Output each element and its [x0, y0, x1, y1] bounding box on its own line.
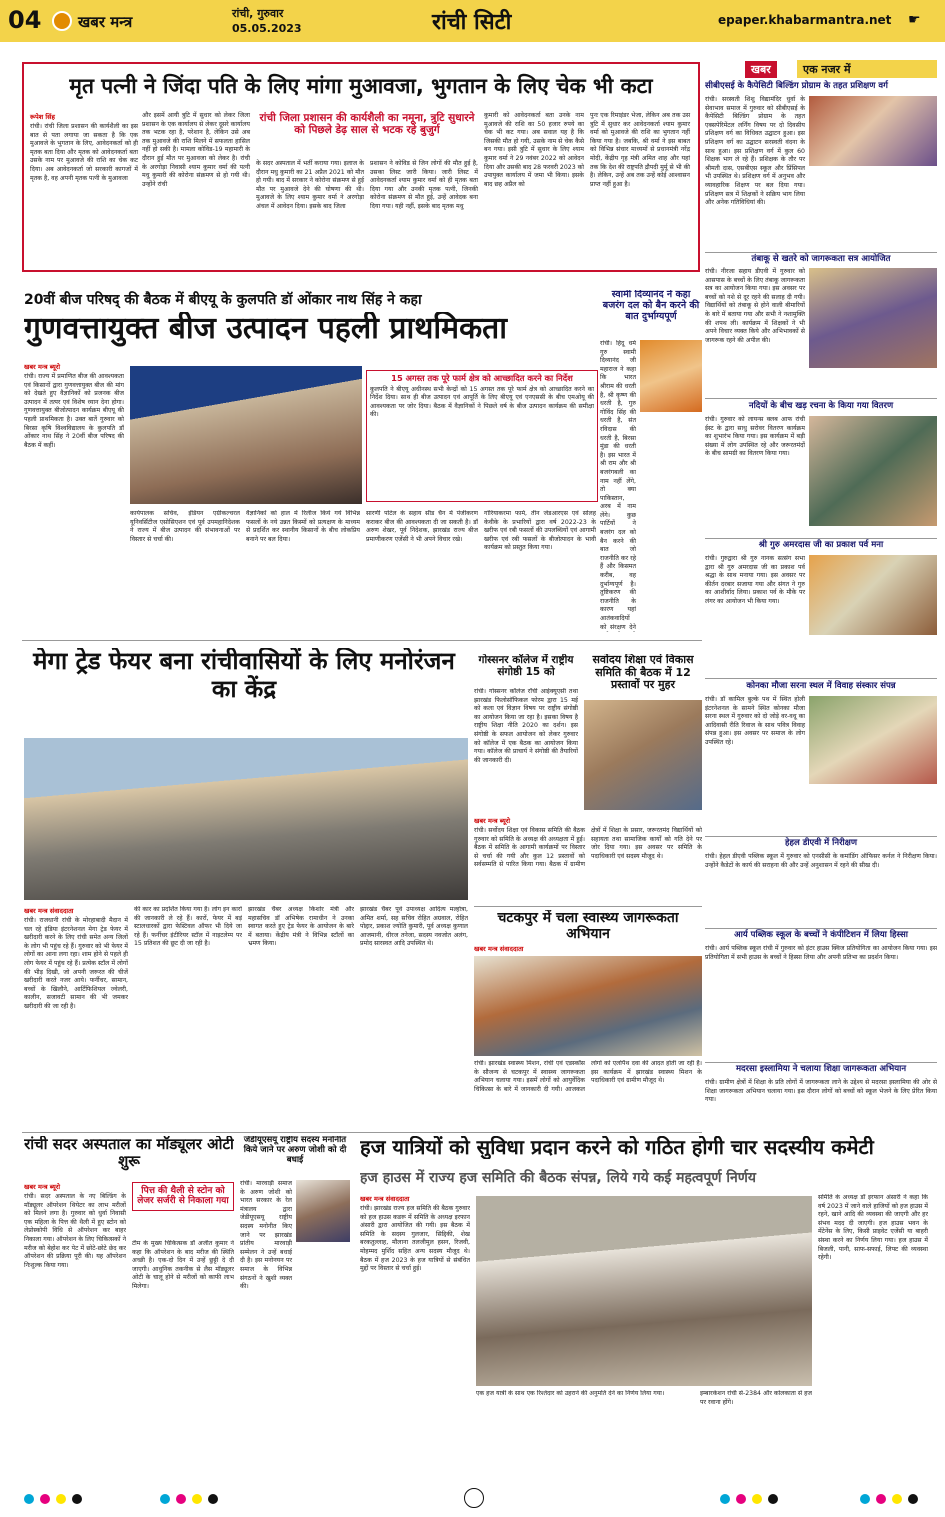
lead-col-2: और इसमें आयी त्रुटि में सुधार को लेकर जिला प्रशासन के एक कार्यालय से लेकर दूसरे कार्यालय तक भटक रहा है, परेशान है, लेकिन उसे अब तक मुआवजे की राशि मिलने में सफलता हासिल नहीं हो सकी है। मामला कोविड-19 महामारी के दौरान हुई मौत पर मुआवजा को लेकर है। रांची के अरगोड़ा निवासी श्याम कुमार वर्मा की पत्नी मधु कुमारी की कोरोना संक्रमण से हो गयी थी। उन्होंने रांची	[142, 112, 250, 188]
brand-name: खबर मन्त्र	[78, 13, 133, 31]
cursor-icon: ☛	[908, 12, 921, 28]
brand-logo-icon	[52, 11, 72, 31]
jdu-text: रांची। मारवाड़ी समाज के अरुण जोशी को भारत सरकार के रेल मंत्रालय द्वारा जेडीयूएसयू राष्ट्रीय सदस्य मनोनीत किए जाने पर झारखंड प्रांतीय मारवाड़ी सम्मेलन ने उन्हें बधाई दी है। इस मनोनयन पर समाज के विभिन्न संगठनों ने खुशी व्यक्त की।	[240, 1180, 292, 1291]
photo-training	[809, 96, 937, 166]
side-headline-6: हेहल डीएवी में निरीक्षण	[785, 838, 857, 848]
sarvodaya-text: रांची। सर्वोदय शिक्षा एवं विकास समिति की बैठक गुरुवार को समिति के अध्यक्ष की अध्यक्षता में हुई। बैठक में समिति के आगामी कार्यक्रमों पर विस्तार से चर्चा की गयी और कुल 12 प्रस्तावों को सर्वसम्मति से पारित किया गया। बैठक में ग्रामीण क्षेत्रों में शिक्षा के प्रसार, जरूरतमंद विद्यार्थियों को सहायता तथा सामाजिक कार्यों को गति देने पर जोर दिया गया। इस अवसर पर समिति के पदाधिकारी एवं सदस्य मौजूद थे।	[474, 827, 702, 869]
seed-byline: खबर मन्त्र ब्यूरो	[24, 363, 61, 371]
lead-byline: रूपेश सिंह	[30, 113, 55, 121]
ot-col-2: टीम के मुख्य चिकित्सक डॉ अजीत कुमार ने कहा कि ऑपरेशन के बाद मरीज की स्थिति अच्छी है। एक-दो दिन में उन्हें छुट्टी दे दी जाएगी। आधुनिक तकनीक से लैस मॉड्यूलर ओटी के चालू होने से मरीजों को काफी लाभ मिलेगा।	[132, 1240, 234, 1290]
seed-box	[366, 370, 598, 502]
side-text-6: रांची। हेहल डीएवी पब्लिक स्कूल में गुरुवार को एनसीसी के कमांडिंग ऑफिसर कर्नल ने निरीक्षण किया। उन्होंने कैडेटों के कार्य की सराहना की और उन्हें अनुशासन में रहने की सीख दी।	[705, 853, 937, 869]
sarvodaya-byline: खबर मन्त्र ब्यूरो	[474, 817, 511, 825]
sidebar-tag-2: एक नजर में	[797, 60, 937, 78]
gossner-headline: गोस्सनर कॉलेज में राष्ट्रीय संगोष्ठी 15 को	[478, 654, 574, 679]
chatakpur-headline: चटकपुर में चला स्वास्थ्य जागरूकता अभियान	[497, 910, 679, 943]
epaper-url[interactable]: epaper.khabarmantra.net	[718, 13, 892, 27]
seed-col-3: वैज्ञानिकों को हाल में रिलीज किये गये विभिन्न फसलों के नये उन्नत किस्मों को प्रत्यक्षण के माध्यम से प्रदर्शित कर स्थानीय किसानों के बीच लोकप्रिय बनाने पर बल दिया।	[246, 510, 360, 543]
haj-footnote: इम्बारकेशन रांची से-2384 और कोलकाता से हज पर रवाना होंगे।	[700, 1390, 812, 1406]
chatakpur-byline: खबर मन्त्र संवाददाता	[474, 945, 524, 953]
seed-col-4: सारणी पोर्टल के सहाय सीड चैन में पंजीकरण कराकर बीज की आवश्यकता दी जा सकती है। डॉ अरुण शेखर, पूर्व निदेशक, झारखंड राज्य बीज प्रमाणीकरण एजेंसी ने भी अपने विचार रखे।	[366, 510, 478, 543]
side-text-8: रांची। ग्रामीण क्षेत्रों में शिक्षा के प्रति लोगों में जागरूकता लाने के उद्देश्य से मदरसा इस्लामिया की ओर से शिक्षा जागरूकता अभियान चलाया गया। इस दौरान लोगों को बच्चों को स्कूल भेजने के लिए प्रेरित किया गया।	[705, 1079, 937, 1104]
fair-col-3: झारखंड चैंबर अध्यक्ष किशोर मंत्री और महासचिव डॉ अभिषेक रामाधीन ने उनका स्वागत करते हुए ट्रेड फेयर के आयोजन के बारे में बताया। केंद्रीय मंत्री ने विभिन्न स्टॉलों का भ्रमण किया।	[248, 906, 354, 948]
seed-kicker: 20वीं बीज परिषद् की बैठक में बीएयू के कुलपति डॉ ओंकार नाथ सिंह ने कहा	[24, 292, 422, 308]
side-text-1: रांची। सरस्वती शिशु विद्यामंदिर धुर्वा के सेवाभाव समाज में गुरुवार को सीबीएसई के कैपेसिटी बिल्डिंग प्रोग्राम के तहत एक्सपेरिमेंटल लर्निंग विषय पर दो दिवसीय प्रशिक्षण वर्ग का विधिवत उद्घाटन हुआ। इस प्रशिक्षण वर्ग का उद्घाटन सरस्वती वंदना के साथ हुआ। इस प्रशिक्षण वर्ग में कुल 60 शिक्षक भाग ले रहे हैं। प्रशिक्षक के तौर पर श्रीमती दास, एसबीएस स्कूल और प्रिंसिपल भी उपस्थित थे। प्रशिक्षण वर्ग में अनुभव और व्यावहारिक शिक्षण पर बल दिया गया। प्रशिक्षण सत्र में शिक्षकों ने सक्रिय भाग लिया और अनेक गतिविधियां की।	[705, 96, 805, 207]
ot-subhead: पित्त की थैली से स्टोन को लेजर सर्जरी से निकाला गया	[132, 1182, 234, 1211]
lead-col-4: प्रशासन ने कोविड से जिन लोगों की मौत हुई है, उसका लिस्ट जारी किया। जारी लिस्ट में आवेदनकर्ता श्याम कुमार वर्मा को ही मृतक बता दिया गया और उनकी मृतक पत्नी, जिनकी कोरोना संक्रमण से मौत हुई, उन्हें आवेदक बना दिया गया। यही नहीं, इसके बाद मृतक मधु	[370, 160, 478, 210]
side-text-2: रांची। नीरजा सहाय डीएवी में गुरुवार को आसपास के बच्चों के लिए तंबाकू जागरूकता सत्र का आयोजन किया गया। इस अवसर पर बच्चों को नशे से दूर रहने की सलाह दी गयी। विद्यार्थियों को तंबाकू से होने वाली बीमारियों के बारे में बताया गया और सभी ने नशामुक्ति की शपथ ली। कार्यक्रम में शिक्षकों ने भी अपने विचार व्यक्त किये और अभिभावकों से जागरूक रहने की अपील की।	[705, 268, 805, 344]
photo-marriage	[809, 696, 937, 784]
chatakpur-text: रांची। झारखंड स्वास्थ्य मिशन, रांची एवं एडस्कॉस के सौजन्य से चटकपुर में स्वास्थ्य जागरूकता अभियान चलाया गया। इसमें लोगों को आयुर्वेदिक चिकित्सा के बारे में जानकारी दी गयी। आजकल लोगों को एलोपैथ दवा की आदत होती जा रही है। इस कार्यक्रम में झारखंड स्वास्थ्य मिशन के पदाधिकारी एवं ग्रामीण मौजूद थे।	[474, 1060, 702, 1093]
side-text-3: रांची। गुरुवार को लायन्स क्लब आफ रांची ईस्ट के द्वारा साधु सरोवर वितरण कार्यक्रम का शुभारंभ किया गया। इस कार्यक्रम में बड़ी संख्या में लोग उपस्थित रहे और जरूरतमंदों के बीच सामग्री का वितरण किया गया।	[705, 416, 805, 458]
photo-haj-meeting	[476, 1196, 812, 1386]
fair-col-1	[24, 906, 128, 1126]
side-text-4: रांची। गुरुद्वारा श्री गुरु नानक सत्संग सभा द्वारा श्री गुरु अमरदास जी का प्रकाश पर्व श्रद्धा के साथ मनाया गया। इस अवसर पर कीर्तन दरबार सजाया गया और संगत ने गुरु का आशीर्वाद लिया। प्रकाश पर्व के मौके पर लंगर का आयोजन भी किया गया।	[705, 555, 805, 605]
fair-col-4: झारखंड चैंबर पूर्व उपाध्यक्ष आदित्य मल्होत्रा, अमित शर्मा, सह सचिव रोहित अग्रवाल, रोहित पोद्दार, प्रकाश ज्योति कुमारी, पूर्व अध्यक्ष कुणाल आजमानी, धीरज तनेजा, सदस्य नवजोत अलंग, प्रमोद सारस्वत आदि उपस्थित थे।	[360, 906, 468, 948]
fair-col-2: की कार का प्रदर्शित किया गया है। लोग इन कारों की जानकारी ले रहे हैं। कारों, फेयर में बड़ं स्टालधारकों द्वारा फेस्टिवल ऑफर भी दिये जा रहे हैं। फर्नीचर इंटीरियर स्टॉल में नाइटलेम्प पर 15 प्रतिशत की छूट दी जा रही है।	[134, 906, 242, 948]
side-headline-5: कोनका मौजा सरना स्थल में विवाह संस्कार संपन्न	[746, 681, 896, 691]
lead-col-1	[30, 112, 138, 183]
sarvodaya-headline: सर्वोदय शिक्षा एवं विकास समिति की बैठक में 12 प्रस्तावों पर मुहर	[592, 654, 694, 692]
side-text-5: रांची। डॉ कामिल बुल्के पथ में स्थित होली इंटरनेशनल के सामने स्थित कोनका मौजा सरना स्थल में गुरुवार को दो जोड़े वर-वधू का आदिवासी रीति रिवाज के साथ पवित्र विवाह संपन्न हुआ। इस अवसर पर समाज के लोग उपस्थित रहे।	[705, 696, 805, 746]
photo-gurudwara	[809, 555, 937, 635]
page-number: 04	[8, 6, 42, 34]
haj-headline: हज यात्रियों को सुविधा प्रदान करने को गठित होगी चार सदस्यीय कमेटी	[360, 1136, 874, 1159]
lead-col-3: के सदर अस्पताल में भर्ती कराया गया। इलाज के दौरान मधु कुमारी का 21 अप्रैल 2021 को मौत हो गयी। बाद में सरकार ने कोरोना संक्रमण से हुई मौत पर मुआवजे देने की घोषणा की थी। मुआवजे के लिए श्याम कुमार वर्मा ने अरगोड़ा अंचल में आवेदन दिया। इसके बाद जिला	[256, 160, 364, 210]
lead-text-1: रांची। रांची जिला प्रशासन की कार्यशैली का इस बात से पता लगाया जा सकता है कि एक मुआवजे के भुगतान के लिए, आवेदनकर्ता को ही मृतक बता दिया और मृतक को आवेदनकर्ता बता उसके नाम पर मुआवजे की राशि का चेक कट दिया। अब आवेदनकर्ता जो सरकारी कागजों में मृतक है, वह अपनी मृतक पत्नी के मुआवजा	[30, 123, 138, 182]
side-headline-3: नदियों के बीच खड़ रचना के किया गया वितरण	[748, 401, 894, 411]
swami-headline: स्वामी दिव्यानंद ने कहा बजरंग दल को बैन करने की बात दुर्भाग्यपूर्ण	[602, 290, 700, 322]
city-day: रांची, गुरुवार	[232, 7, 284, 20]
fair-text-1: रांची। राजधानी रांची के मोरहाबादी मैदान में चल रहे इंडिया इंटरनेशनल मेगा ट्रेड फेयर में खरीदारी करने के लिए रांची समेत अन्य जिलों के लोग भी पहुंच रहे हैं। गुरुवार को भी फेयर में लोगों का आना लगा रहा। शाम होने से पहले ही लोग फेयर में पहुंच रहे हैं। प्रत्येक स्टॉल में लोगों की भीड़ दिखी, जो अपनी जरूरत की चीजें खरीदारी करते नजर आये। फर्नीचर, सामान, बच्चों के खिलौने, आर्टिफिशियल ज्वेलरी, कालीन, सजावटी सामान की भी जमकर खरीदारी की जा रही है।	[24, 917, 128, 1010]
seed-col-2: कार्यपालक सचिव, इंडियन एग्रीकल्चरल यूनिवर्सिटीज एसोसिएशन एवं पूर्व उपमहानिदेशक ने राज्य में बीज उत्पादन की संभावनाओं पर विस्तार से चर्चा की।	[130, 510, 240, 543]
photo-tobacco	[809, 268, 937, 368]
side-headline-1: सीबीएसई के कैपेसिटी बिल्डिंग प्रोग्राम के तहत प्रशिक्षण वर्ग	[705, 81, 888, 91]
haj-caption: एक हज यात्री के साथ एक रिश्तेदार को उहराने की अनुमति देने का निर्णय लिया गया।	[476, 1390, 665, 1397]
footer-registration-marks	[0, 1484, 945, 1517]
sidebar-header	[705, 60, 937, 78]
masthead	[0, 0, 945, 42]
seed-headline: गुणवत्तायुक्त बीज उत्पादन पहली प्राथमिकता	[24, 312, 508, 346]
side-headline-4: श्री गुरु अमरदास जी का प्रकाश पर्व मना	[758, 540, 884, 550]
seed-text-1: रांची। राज्य में प्रमाणित बीज की आवश्यकता एवं किसानों द्वारा गुणवत्तायुक्त बीज की मांग को देखते हुए वैज्ञानिकों को प्रजनक बीज उत्पादन में तत्पर एवं विशेष ध्यान देना होगा। गुणवत्तायुक्त बीजोत्पादन कार्यक्रम बीएयू की पहली प्राथमिकता है। उक्त बातें गुरुवार को बिरसा कृषि विश्वविद्यालय के कुलपति डॉ ओंकार नाथ सिंह ने 20वीं बीज परिषद की बैठक में कहीं।	[24, 373, 124, 449]
side-headline-2: तंबाकू से खतरे को जागरूकता सत्र आयोजित	[751, 254, 891, 264]
seed-box-title: 15 अगस्त तक पूरे फार्म क्षेत्र को आच्छादित करने का निर्देश	[391, 373, 573, 383]
photo-distribution	[809, 416, 937, 526]
sidebar-tag: खबर	[745, 61, 777, 78]
seed-col-1	[24, 362, 124, 632]
section-title: रांची सिटी	[432, 10, 512, 35]
photo-chatakpur	[474, 956, 702, 1056]
lead-story-box	[22, 62, 700, 272]
haj-subhead: हज हाउस में राज्य हज समिति की बैठक संपन्न, लिये गये कई महत्वपूर्ण निर्णय	[360, 1170, 756, 1186]
fair-byline: खबर मन्त्र संवाददाता	[24, 907, 74, 915]
side-text-7: रांची। आर्य पब्लिक स्कूल रांची में गुरुवार को इंटर हाउस क्विज प्रतियोगिता का आयोजन किया गया। इस प्रतियोगिता में सभी हाउस के बच्चों ने हिस्सा लिया और अपनी प्रतिभा का प्रदर्शन किया।	[705, 945, 937, 961]
haj-right-col: समिति के अध्यक्ष डॉ इरफान अंसारी ने कहा कि वर्ष 2023 में जाने वाले हाजियों को हज हाउस में रहने, खाने आदि की व्यवस्था की जाएगी और हर संभव मदद दी जाएगी। हज हाउस भवन के मेंटेनेंस के लिए, किसी प्राइवेट एजेंसी या बाहरी संस्था करने का निर्णय लिया गया। हज हाउस में बिजली, पानी, साफ-सफाई, लिफ्ट की व्यवस्था रहेगी।	[818, 1194, 928, 1262]
lead-col-5: कुमारी को आवेदनकर्ता बता उनके नाम मुआवजे की राशि का 50 हजार रुपये का चेक भी कट गया। अब सवाल यह है कि जिसकी मौत हो गयी, उसके नाम से चेक कैसे बन गया। इसी त्रुटि में सुधार के लिए श्याम कुमार वर्मा ने 29 नवंबर 2022 को आवेदन दिया और उसकी बाद 28 फरवरी 2023 को उपायुक्त कार्यालय में जमा भी किया। इसके बाद छह अप्रैल को	[484, 112, 584, 188]
swami-text: रांची। हिंदू धर्म गुरु स्वामी दिव्यानंद जी महाराज ने कहा कि भारत श्रीराम की धरती है, श्री कृष्ण की धरती है, गुरु गोविंद सिंह की धरती है, संत रविदास की धरती है, बिरसा मुंडा की धरती है। इस भारत में श्री राम और श्री बजरंगबली का नाम नहीं लेंगे, तो क्या पाकिस्तान, अरब में नाम लेंगे। कुछ पार्टियों ने बजरंग दल को बैन करने की बात जो राजनीति कर रहे हैं और किसमत करीब, वह दुर्भाग्यपूर्ण है। तुष्टिकरण की राजनीति के कारण यहां आतंकवादियों को संरक्षण देने	[600, 340, 636, 631]
registration-crosshair-icon	[464, 1488, 484, 1508]
side-headline-8: मदरसा इस्लामिया ने चलाया शिक्षा जागरूकता अभियान	[735, 1064, 907, 1074]
gossner-text: रांची। गोस्सनर कॉलेज राँची आईक्यूएसी तथा झारखंड फिलोसॉफिकल फोरम द्वारा 15 मई को कला एवं विज्ञान विषय पर राष्ट्रीय संगोष्ठी का आयोजन किया जा रहा है। इसका विषय है राष्ट्रीय शिक्षा नीति 2020 का दर्शन। इस संगोष्ठी के सफल आयोजन को लेकर गुरुवार को कॉलेज में एक बैठक का आयोजन किया गया। कॉलेज की प्राचार्य ने संगोष्ठी की तैयारियों की जानकारी दी।	[474, 688, 578, 764]
photo-seed-council	[130, 366, 362, 504]
ot-text: रांची। सदर अस्पताल के नए बिल्डिंग के मॉड्यूलर ऑपरेशन थियेटर का लाभ मरीजों को मिलने लगा है। गुरुवार को धुर्वा निवासी एक महिला के पित्त की थैली में हुए स्टोन को लेप्रोस्कोपी विधि से ऑपरेशन कर बाहर निकाला गया। ऑपरेशन के लिए चिकित्सकों ने मरीज को बेहोश कर पेट में छोटे-छोटे छेद कर ऑपरेशन की प्रक्रिया पूरी की। यह ऑपरेशन निःशुल्क किया गया।	[24, 1193, 126, 1269]
photo-sarvodaya	[584, 700, 702, 810]
ot-headline: रांची सदर अस्पताल का मॉड्यूलर ओटी शुरू	[24, 1136, 234, 1171]
side-headline-7: आर्य पब्लिक स्कूल के बच्चों ने कंपीटिशन में लिया हिस्सा	[734, 930, 908, 940]
photo-trade-fair	[24, 738, 468, 900]
haj-text: रांची। झारखंड राज्य हज समिति की बैठक गुरुवार को हज हाउस कडरू में समिति के अध्यक्ष इरफान अंसारी द्वारा आयोजित की गयी। इस बैठक में समिति के सदस्य गुलजार, सिद्दिकी, शेख बरकतुल्लाह, मौलाना तलजीमुल हसन, रिजवी, मोहम्मद मुर्शिद सहित अन्य सदस्य मौजूद थे। बैठक में हज 2023 के हज यात्रियों से संबंधित मुद्दों पर विस्तार से चर्चा हुई।	[360, 1205, 470, 1273]
seed-box-text: कुलपति ने बीएयू अधीनस्थ सभी केन्द्रों को 15 अगस्त तक पूरे फार्म क्षेत्र को आच्छादित करने का निर्देश दिया। साथ ही बीज उत्पादन एवं आपूर्ति के लिए बीएयू एवं एनएससी के बीच एमओयू की आवश्यकता पर जोर दिया। बैठक में वैज्ञानिकों ने पिछले वर्ष के बीज उत्पादन कार्यक्रम की समीक्षा की।	[370, 385, 594, 419]
date: 05.05.2023	[232, 22, 302, 35]
fair-headline: मेगा ट्रेड फेयर बना रांचीवासियों के लिए मनोरंजन का केंद्र	[33, 648, 455, 703]
ot-col-1	[24, 1182, 126, 1482]
jdu-headline: जेडीयूएसयू राष्ट्रीय सदस्य मनोनीत किये जाने पर अरुण जोशी को दी बधाई	[243, 1136, 347, 1165]
sarvodaya-col	[474, 816, 702, 902]
lead-headline: मृत पत्नी ने जिंदा पति के लिए मांगा मुआवजा, भुगतान के लिए चेक भी कटा	[69, 74, 653, 98]
ot-byline: खबर मन्त्र ब्यूरो	[24, 1183, 61, 1191]
haj-col-1	[360, 1194, 470, 1404]
seed-col-5: गोरियाकरमा फार्म, तीन जेडआरएस एवं सोलह केवीके के प्रभारियों द्वारा वर्ष 2022-23 के खरीफ एवं रबी फसलों की उपलब्धियों एवं आगामी खरीफ एवं रबी फसलों के बीजोत्पादन के भावी कार्यक्रम को प्रस्तुत किया गया।	[484, 510, 596, 552]
lead-col-6: पुनः एक रिमाइंडर भेजा, लेकिन अब तक उस त्रुटि में सुधार कर आवेदनकर्ता श्याम कुमार वर्मा को मुआवजे की राशि का भुगतान नहीं किया गया है। जबकि, श्री वर्मा ने इस बाबत को विभिन्न संचार माध्यमों से प्रधानमंत्री नरेंद्र मोदी, केंद्रीय गृह मंत्री अमित शाह और यहां तक कि देश की राष्ट्रपति द्रौपदी मुर्मू से भी की है। लेकिन, उन्हें अब तक उन्हें कोई आश्वासन प्राप्त नहीं हुआ है।	[590, 112, 690, 188]
haj-byline: खबर मन्त्र संवाददाता	[360, 1195, 410, 1203]
lead-subhead: रांची जिला प्रशासन की कार्यशैली का नमूना, त्रुटि सुधारने को पिछले डेढ़ साल से भटक रहे बुजुर्ग	[259, 112, 475, 137]
